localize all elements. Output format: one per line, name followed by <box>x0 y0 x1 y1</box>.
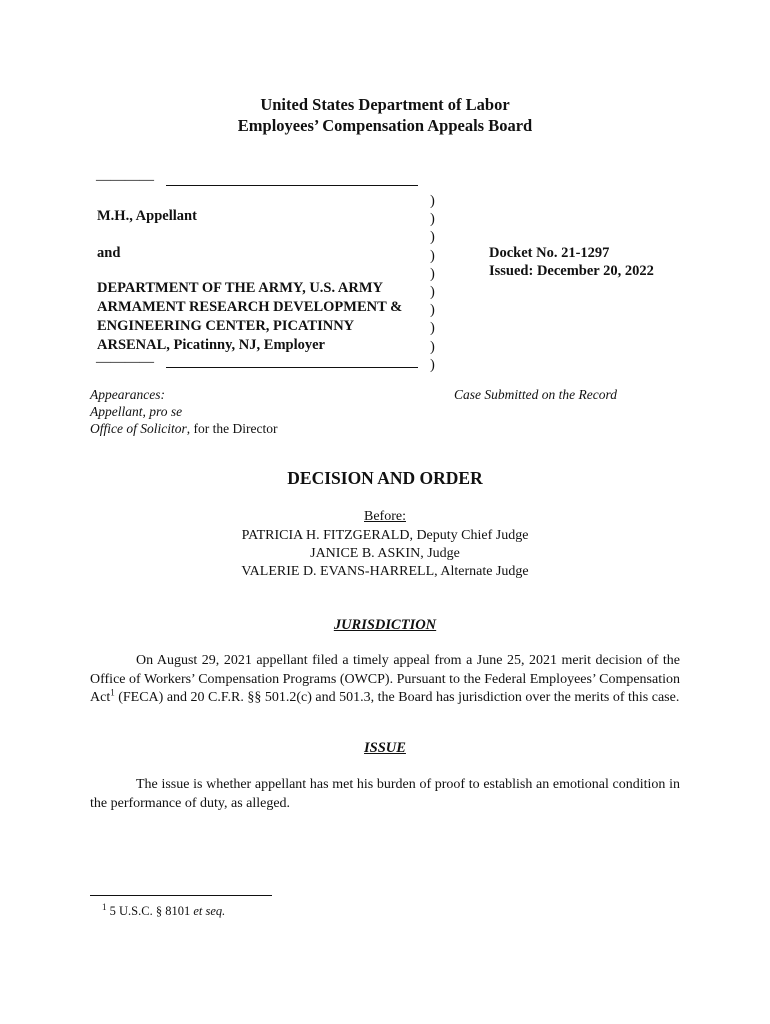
solicitor-appearance <box>90 420 277 437</box>
caption-top-rule <box>166 185 418 186</box>
footnote-ref[interactable]: 1 <box>110 687 115 698</box>
issue-heading: ISSUE <box>364 740 406 756</box>
board-title: Employees’ Compensation Appeals Board <box>237 116 533 135</box>
employer-line: ARSENAL, Picatinny, NJ, Employer <box>97 337 325 353</box>
appellant-name: M.H., Appellant <box>97 208 197 224</box>
case-submitted: Case Submitted on the Record <box>454 387 617 402</box>
judge-name: JANICE B. ASKIN, Judge <box>310 546 460 561</box>
jurisdiction-text-a: On August 29, 2021 appellant filed a timely appeal from a June 25, 2021 merit decision of the Office of Workers’ Compensation Programs (OWCP). Pursuant to the Federal Employees’ Compensation Act <box>90 653 680 705</box>
caption-bottom-rule-block <box>96 354 418 371</box>
paren: ) <box>430 265 435 282</box>
employer-block <box>97 279 402 355</box>
judge-name: PATRICIA H. FITZGERALD, Deputy Chief Judge <box>241 528 529 543</box>
issued-date: Issued: December 20, 2022 <box>489 263 654 279</box>
issue-heading-wrap <box>0 739 770 757</box>
before-label: Before: <box>364 509 406 524</box>
employer-line: ARMAMENT RESEARCH DEVELOPMENT & <box>97 299 403 315</box>
jurisdiction-paragraph <box>90 652 680 708</box>
paren: ) <box>430 247 435 264</box>
caption-parentheses <box>430 192 440 374</box>
issue-paragraph: The issue is whether appellant has met his burden of proof to establish an emotional condition in the performance of duty, as alleged. <box>90 777 680 811</box>
footnote-italic: et seq. <box>193 904 226 918</box>
solicitor-label: Office of Solicitor <box>90 421 187 436</box>
paren: ) <box>430 338 435 355</box>
jurisdiction-heading: JURISDICTION <box>333 617 437 633</box>
appellant-appearance: Appellant, pro se <box>90 404 183 419</box>
decision-title: DECISION AND ORDER <box>287 468 483 488</box>
employer-line: DEPARTMENT OF THE ARMY, U.S. ARMY <box>97 280 384 296</box>
appearances-block <box>90 386 277 437</box>
caption-top-dashes: ———— <box>96 172 154 188</box>
footnote-rule <box>90 895 272 896</box>
paren: ) <box>430 283 435 300</box>
appearances-label: Appearances: <box>90 387 165 402</box>
jurisdiction-heading-wrap <box>0 616 770 634</box>
docket-number: Docket No. 21-1297 <box>489 245 610 261</box>
paren: ) <box>430 193 435 209</box>
caption-top-rule-block <box>96 172 418 189</box>
footnote-text: 5 U.S.C. § 8101 <box>106 904 194 918</box>
employer-line: ENGINEERING CENTER, PICATINNY <box>97 318 355 334</box>
solicitor-role: , for the Director <box>186 421 278 436</box>
paren: ) <box>430 320 435 337</box>
footnote <box>102 901 226 919</box>
paren: ) <box>430 302 435 319</box>
paren: ) <box>430 229 435 246</box>
caption-and: and <box>97 245 121 261</box>
paren: ) <box>430 211 435 228</box>
judge-name: VALERIE D. EVANS-HARRELL, Alternate Judge <box>241 564 529 579</box>
caption-bottom-dashes: ———— <box>96 354 154 370</box>
caption-bottom-rule <box>166 367 418 368</box>
footnote-number: 1 <box>102 901 107 912</box>
agency-title: United States Department of Labor <box>260 95 510 114</box>
paren: ) <box>430 356 435 373</box>
jurisdiction-text-b: (FECA) and 20 C.F.R. §§ 501.2(c) and 501.3, the Board has jurisdiction over the merits of this case. <box>114 690 680 705</box>
